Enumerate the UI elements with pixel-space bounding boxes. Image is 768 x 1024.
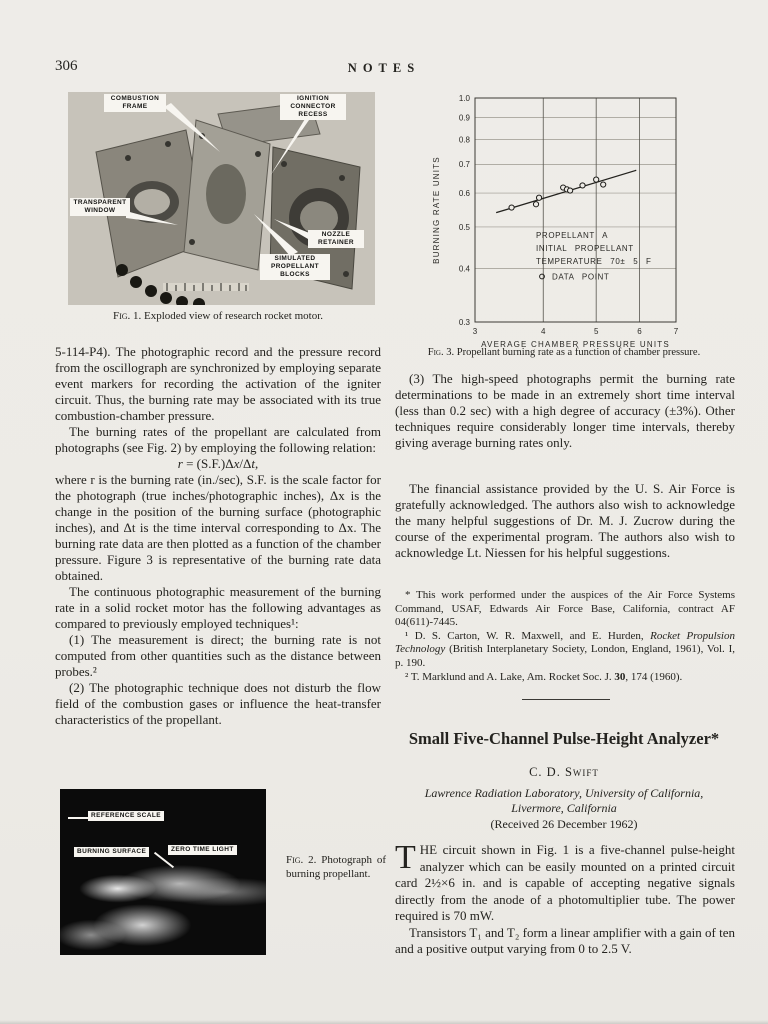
paragraph: The continuous photographic measurement of the burning rate in a solid rocket motor has the following advantages as compared to previously employed techniques¹: [55,584,381,631]
svg-text:0.7: 0.7 [458,160,470,170]
equation-term: r [177,456,183,471]
equation-term: /Δ [239,456,252,471]
numbered-item: (3) The high-speed photographs permit the burning rate determinations to be made in an extremely short time interval (less than 0.2 sec) with a high degree of accuracy (±3%). Other techniques require considerably longer time intervals, thereby giving average burning rates only. [395,371,735,450]
acknowledgment-paragraph: The financial assistance provided by the U. S. Air Force is gratefully acknowledged. The authors also wish to acknowledge the many helpful suggestions of Dr. M. J. Zucrow during the course of the experimental program. The authors also wish to acknowledge Lt. Niessen for his helpful suggestions. [395,481,735,560]
footnote-2 [395,671,735,685]
svg-text:0.6: 0.6 [458,188,470,198]
fig1-label-nozzle-retainer: NOZZLE RETAINER [308,230,364,248]
figure1-caption [55,310,381,322]
svg-text:INITIAL PROPELLANT: INITIAL PROPELLANT [536,244,634,253]
drop-cap: T [395,839,416,876]
svg-text:PROPELLANT A: PROPELLANT A [536,231,609,240]
figure3-chart [428,86,728,350]
article-received-date: (Received 26 December 1962) [490,817,638,831]
svg-text:0.3: 0.3 [458,317,470,327]
fig2-label-burning-surface: BURNING SURFACE [74,847,149,857]
svg-text:6: 6 [637,327,642,336]
article-body [395,839,735,958]
figure3-caption-tag: Fig. 3. [427,347,455,358]
fig2-label-reference-scale: REFERENCE SCALE [88,811,164,821]
equation-term: t [251,456,255,471]
footnote-text: , 174 (1960). [625,670,683,683]
svg-text:1.0: 1.0 [458,93,470,103]
equation [55,456,381,472]
footnote-text: ¹ D. S. Carton, W. R. Maxwell, and E. Hurden, [405,629,651,642]
fig1-label-transparent-window: TRANSPARENT WINDOW [70,198,130,216]
article-affiliation [388,786,740,816]
numbered-item: (1) The measurement is direct; the burning rate is not computed from other quantities such as the distance between probes.² [55,632,381,679]
figure2-caption-tag: Fig. 2. [286,854,317,866]
running-head: NOTES [347,61,421,75]
affiliation-line: Livermore, California [511,801,617,815]
svg-text:4: 4 [541,327,546,336]
svg-text:TEMPERATURE 70± 5 F: TEMPERATURE 70± 5 F [536,257,652,266]
footnote-text: (British Interplanetary Society, London, England, 1961), Vol. I, p. 190. [395,643,735,669]
svg-text:0.8: 0.8 [458,135,470,145]
fig1-label-simulated-propellant-blocks: SIMULATED PROPELLANT BLOCKS [260,254,330,280]
figure3-caption-text: Propellant burning rate as a function of chamber pressure. [454,347,701,358]
svg-text:0.5: 0.5 [458,222,470,232]
footnote-volume: 30 [614,670,626,683]
paragraph-text: HE circuit shown in Fig. 1 is a five-channel pulse-height analyzer which can be easily mounted on a printed circuit card 2½×6 in. and is capable of accepting negative signals directly from the anode of a photomultiplier tube. The power required is 70 mW. [395,842,735,923]
footnote-text: ² T. Marklund and A. Lake, Am. Rocket Soc. J. [405,670,615,683]
scan-edge-shadow [0,1020,768,1024]
figure1-caption-tag: Fig. 1. [112,310,142,322]
svg-text:0.9: 0.9 [458,113,470,123]
left-column [55,344,381,728]
equation-term: = (S.F.)Δ [182,456,234,471]
fig1-label-ignition-connector-recess: IGNITION CONNECTOR RECESS [280,94,346,120]
figure1-photo [68,92,375,305]
fig1-label-combustion-frame: COMBUSTION FRAME [104,94,166,112]
callout-line [68,817,90,819]
svg-text:AVERAGE CHAMBER PRESSURE UNITS: AVERAGE CHAMBER PRESSURE UNITS [481,340,670,349]
affiliation-line: Lawrence Radiation Laboratory, University of California, [424,786,704,800]
svg-text:7: 7 [673,327,679,336]
paragraph [395,839,735,925]
footnote-italic-title: Rocket Propulsion Technology [395,629,735,656]
page-number: 306 [55,58,78,74]
paragraph: The burning rates of the propellant are calculated from photographs (see Fig. 2) by employing the following relation: [55,424,381,455]
footnotes [395,589,735,684]
scale-ruler [163,283,249,291]
section-divider [522,699,610,700]
footnote-1 [395,630,735,671]
svg-text:BURNING RATE UNITS: BURNING RATE UNITS [432,156,441,264]
svg-text:3: 3 [472,327,478,336]
article-title: Small Five-Channel Pulse-Height Analyzer* [408,729,720,748]
paragraph: 5-114-P4). The photographic record and the pressure record from the oscillograph are synchronized by employing separate event markers for recording the activation of the igniter circuit. Thus, the burning rate may be associated with its true combustion-chamber pressure. [55,344,381,423]
svg-text:5: 5 [593,327,599,336]
footnote-star: * This work performed under the auspices of the Air Force Systems Command, USAF, Edwards Air Force Base, California, contract AF 04(611)-7445. [395,589,735,629]
figure2-caption [286,853,386,881]
numbered-item: (2) The photographic technique does not disturb the flow field of the combustion gases or influence the heat-transfer characteristics of the propellant. [55,680,381,727]
figure3-caption [390,347,738,358]
equation-term: x [233,456,240,471]
fig2-label-zero-time-light: ZERO TIME LIGHT [168,845,237,855]
paragraph: Transistors T₁ and T₂ form a linear amplifier with a gain of ten and a positive output varying from 0 to 2.5 V. [395,924,735,956]
svg-text:DATA POINT: DATA POINT [552,272,610,282]
figure1-caption-text: Exploded view of research rocket motor. [141,310,324,322]
figure2-photo [60,789,266,955]
equation-term: , [254,456,259,471]
paragraph: where r is the burning rate (in./sec), S.F. is the scale factor for the photograph (true inches/photographic inches), Δx is the change in the position of the burning surface (photographic inches), and Δt is the time interval corresponding to Δx. The burning rate data are then plotted as a function of the chamber pressure. Figure 3 is representative of the burning rate data obtained. [55,472,381,583]
svg-text:0.4: 0.4 [458,264,470,274]
figure2-caption-text: Photograph of burning propellant. [286,854,387,880]
article-author: C. D. Swift [529,765,599,779]
